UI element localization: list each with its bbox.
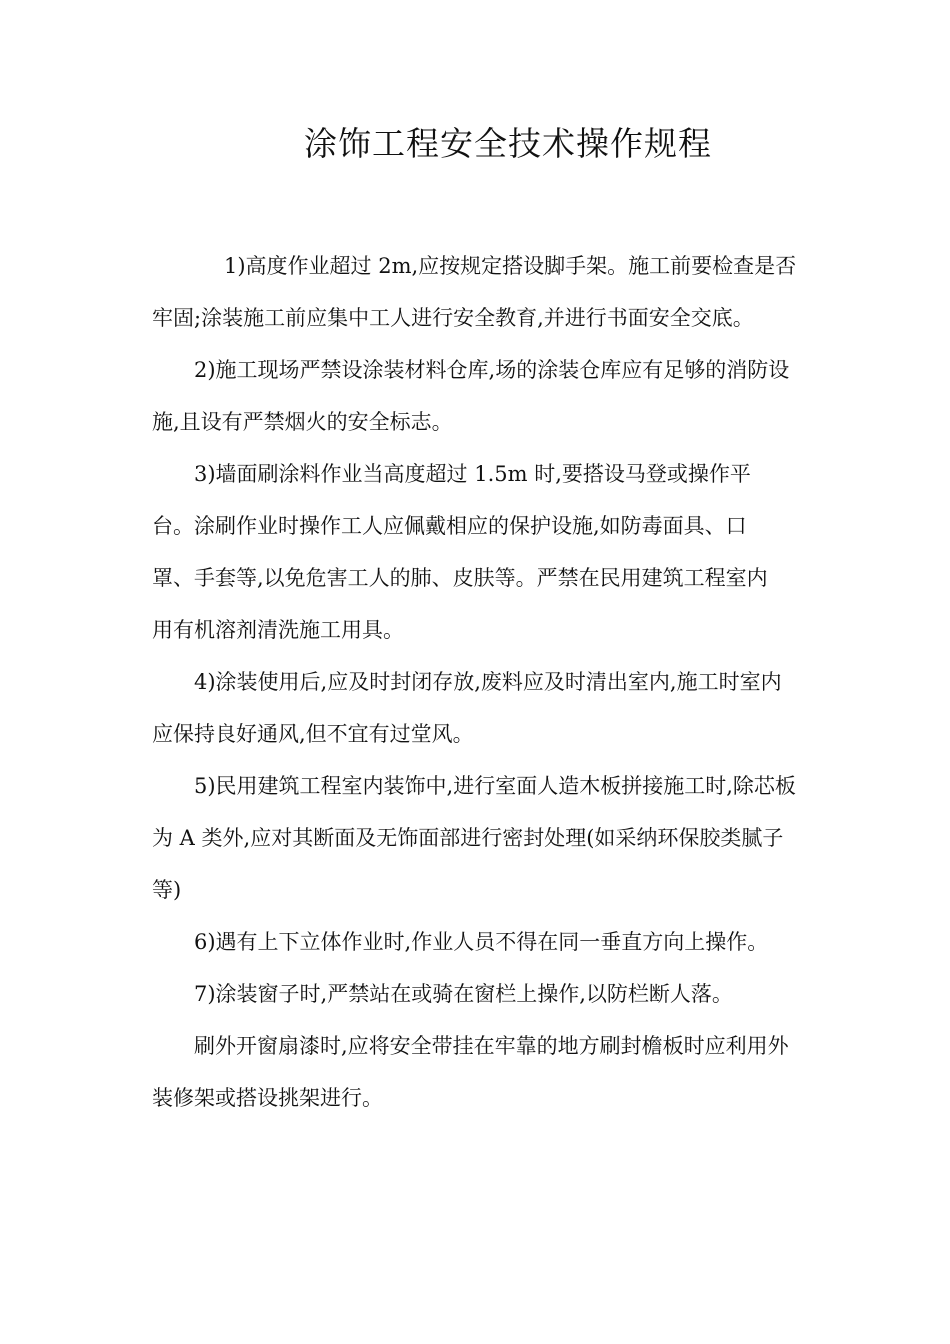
paragraph-8: 刷外开窗扇漆时,应将安全带挂在牢靠的地方刷封檐板时应利用外装修架或搭设挑架进行。	[152, 1034, 789, 1110]
paragraph-3: 3)墙面刷涂料作业当高度超过 1.5m 时,要搭设马登或操作平台。涂刷作业时操作工人应佩戴相应的保护设施,如防毒面具、口罩、手套等,以免危害工人的肺、皮肤等。严禁在民用建筑工程室内用有机溶剂清洗施工用具。	[152, 462, 768, 642]
paragraph-5: 5)民用建筑工程室内装饰中,进行室面人造木板拼接施工时,除芯板为 A 类外,应对其断面及无饰面部进行密封处理(如采纳环保胶类腻子等)	[152, 774, 796, 902]
paragraph-7: 7)涂装窗子时,严禁站在或骑在窗栏上操作,以防栏断人落。	[194, 982, 733, 1006]
paragraph-6: 6)遇有上下立体作业时,作业人员不得在同一垂直方向上操作。	[194, 930, 769, 954]
document-title: 涂饰工程安全技术操作规程	[304, 124, 712, 163]
paragraph-1: 1)高度作业超过 2m,应按规定搭设脚手架。施工前要检查是否牢固;涂装施工前应集中工人进行安全教育,并进行书面安全交底。	[152, 254, 797, 330]
paragraph-4: 4)涂装使用后,应及时封闭存放,废料应及时清出室内,施工时室内应保持良好通风,但不宜有过堂风。	[152, 670, 782, 746]
paragraph-2: 2)施工现场严禁设涂装材料仓库,场的涂装仓库应有足够的消防设施,且设有严禁烟火的安全标志。	[152, 358, 790, 434]
document-body	[152, 240, 812, 1124]
